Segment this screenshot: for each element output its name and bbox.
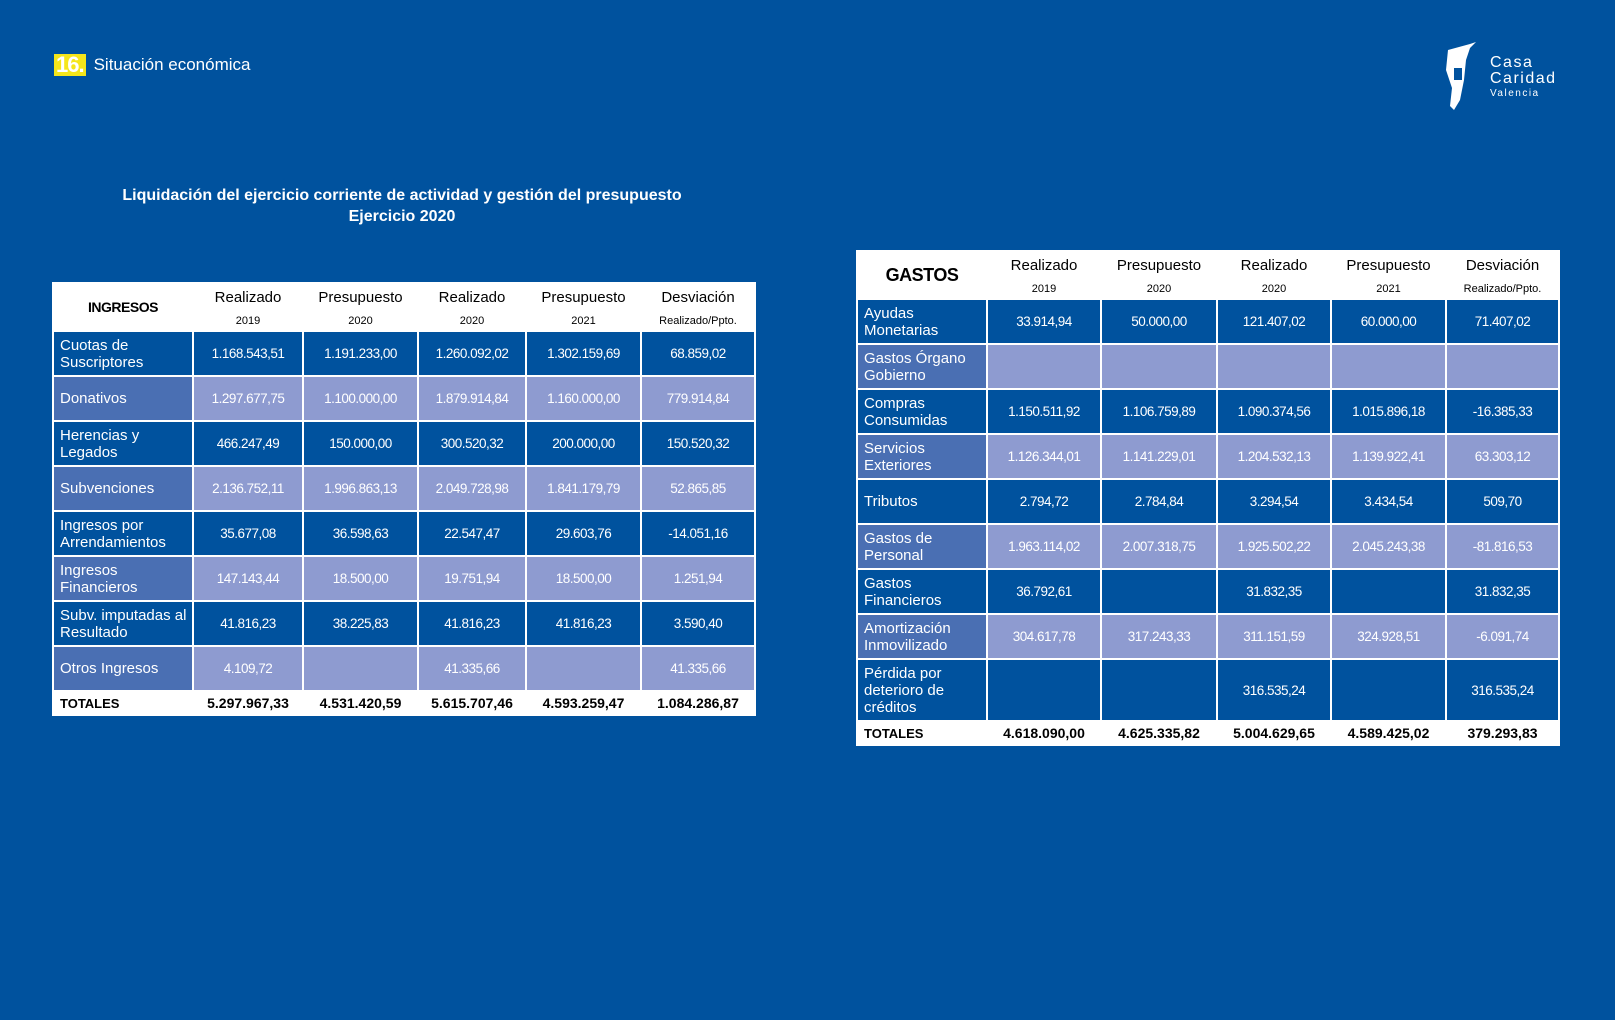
table-cell — [987, 659, 1101, 721]
table-cell — [1446, 344, 1559, 389]
table-cell: 1.925.502,22 — [1217, 524, 1331, 569]
table-cell: 35.677,08 — [193, 511, 303, 556]
column-header: Realizado — [1217, 251, 1331, 279]
table-cell: 36.598,63 — [303, 511, 418, 556]
table-cell: 1.879.914,84 — [418, 376, 526, 421]
totals-row — [53, 691, 755, 715]
total-cell: 379.293,83 — [1446, 721, 1559, 745]
totals-row — [857, 721, 1559, 745]
table-cell: 779.914,84 — [641, 376, 755, 421]
total-cell: 5.004.629,65 — [1217, 721, 1331, 745]
gastos-table — [856, 250, 1560, 746]
table-cell: -6.091,74 — [1446, 614, 1559, 659]
total-cell: 5.297.967,33 — [193, 691, 303, 715]
table-cell: 324.928,51 — [1331, 614, 1446, 659]
table-cell: 29.603,76 — [526, 511, 641, 556]
table-cell: 316.535,24 — [1217, 659, 1331, 721]
table-row — [53, 331, 755, 376]
table-cell: 31.832,35 — [1446, 569, 1559, 614]
column-header: Realizado — [987, 251, 1101, 279]
total-cell: 1.084.286,87 — [641, 691, 755, 715]
table-cell: 1.260.092,02 — [418, 331, 526, 376]
logo-text-line3: Valencia — [1490, 88, 1540, 99]
table-cell: 4.109,72 — [193, 646, 303, 691]
table-cell: 41.816,23 — [418, 601, 526, 646]
ingresos-table — [52, 282, 756, 716]
table-row — [857, 344, 1559, 389]
table-cell: 41.335,66 — [641, 646, 755, 691]
column-subheader: Realizado/Ppto. — [641, 311, 755, 331]
logo-text-line1: Casa — [1490, 54, 1534, 71]
row-label: Tributos — [857, 479, 987, 524]
logo-text-line2: Caridad — [1490, 70, 1557, 87]
table-row — [53, 376, 755, 421]
report-title-line1: Liquidación del ejercicio corriente de actividad y gestión del presupuesto — [122, 187, 682, 204]
header-row — [53, 283, 755, 311]
table-row — [857, 524, 1559, 569]
table-row — [857, 434, 1559, 479]
column-header: Presupuesto — [303, 283, 418, 311]
table-cell: 2.049.728,98 — [418, 466, 526, 511]
table-cell: 200.000,00 — [526, 421, 641, 466]
table-cell: 121.407,02 — [1217, 299, 1331, 344]
table-cell: 2.136.752,11 — [193, 466, 303, 511]
logo-figure-icon — [1440, 40, 1490, 114]
column-header: Realizado — [193, 283, 303, 311]
table-row — [53, 421, 755, 466]
table-cell — [303, 646, 418, 691]
table-cell: 466.247,49 — [193, 421, 303, 466]
table-cell: -16.385,33 — [1446, 389, 1559, 434]
report-title — [52, 185, 752, 227]
page-header — [54, 54, 250, 76]
table-cell: 1.100.000,00 — [303, 376, 418, 421]
row-label: Ayudas Monetarias — [857, 299, 987, 344]
table-name: INGRESOS — [53, 283, 193, 331]
row-label: Donativos — [53, 376, 193, 421]
casa-caridad-logo — [1440, 40, 1557, 114]
table-cell: 18.500,00 — [303, 556, 418, 601]
column-header: Presupuesto — [1331, 251, 1446, 279]
column-subheader: Realizado/Ppto. — [1446, 279, 1559, 299]
table-cell: 1.302.159,69 — [526, 331, 641, 376]
row-label: Amortización Inmovilizado — [857, 614, 987, 659]
table-name: GASTOS — [857, 251, 987, 299]
table-cell: 316.535,24 — [1446, 659, 1559, 721]
column-subheader: 2020 — [418, 311, 526, 331]
row-label: Subv. imputadas al Resultado — [53, 601, 193, 646]
table-cell: 147.143,44 — [193, 556, 303, 601]
table-cell: 1.090.374,56 — [1217, 389, 1331, 434]
section-title: Situación económica — [93, 55, 251, 74]
table-row — [53, 466, 755, 511]
table-cell: 3.434,54 — [1331, 479, 1446, 524]
table-cell — [526, 646, 641, 691]
column-subheader: 2019 — [193, 311, 303, 331]
total-cell: 4.593.259,47 — [526, 691, 641, 715]
table-cell — [1101, 659, 1217, 721]
table-cell: 1.141.229,01 — [1101, 434, 1217, 479]
table-cell: 1.204.532,13 — [1217, 434, 1331, 479]
table-cell — [1101, 569, 1217, 614]
total-cell: 4.625.335,82 — [1101, 721, 1217, 745]
table-row — [857, 659, 1559, 721]
table-cell: 50.000,00 — [1101, 299, 1217, 344]
column-header: Realizado — [418, 283, 526, 311]
table-row — [53, 601, 755, 646]
total-cell: 4.531.420,59 — [303, 691, 418, 715]
table-cell: 52.865,85 — [641, 466, 755, 511]
table-cell: 1.963.114,02 — [987, 524, 1101, 569]
table-cell: 300.520,32 — [418, 421, 526, 466]
table-cell: 509,70 — [1446, 479, 1559, 524]
row-label: Cuotas de Suscriptores — [53, 331, 193, 376]
table-row — [857, 479, 1559, 524]
row-label: Pérdida por deterioro de créditos — [857, 659, 987, 721]
table-cell: 3.590,40 — [641, 601, 755, 646]
total-cell: 4.589.425,02 — [1331, 721, 1446, 745]
table-cell: 18.500,00 — [526, 556, 641, 601]
column-subheader: 2021 — [526, 311, 641, 331]
row-label: Subvenciones — [53, 466, 193, 511]
table-row — [53, 556, 755, 601]
table-cell: 1.251,94 — [641, 556, 755, 601]
table-row — [53, 511, 755, 556]
table-cell: -81.816,53 — [1446, 524, 1559, 569]
table-cell: 150.520,32 — [641, 421, 755, 466]
column-header: Desviación — [641, 283, 755, 311]
row-label: Gastos Órgano Gobierno — [857, 344, 987, 389]
total-cell: 5.615.707,46 — [418, 691, 526, 715]
table-cell: 38.225,83 — [303, 601, 418, 646]
table-cell: 2.784,84 — [1101, 479, 1217, 524]
table-cell: 150.000,00 — [303, 421, 418, 466]
table-cell: 1.160.000,00 — [526, 376, 641, 421]
row-label: Compras Consumidas — [857, 389, 987, 434]
table-cell: 311.151,59 — [1217, 614, 1331, 659]
table-row — [857, 569, 1559, 614]
table-cell: 33.914,94 — [987, 299, 1101, 344]
table-cell: 1.297.677,75 — [193, 376, 303, 421]
table-cell: 41.816,23 — [193, 601, 303, 646]
table-cell: 2.007.318,75 — [1101, 524, 1217, 569]
column-header: Desviación — [1446, 251, 1559, 279]
table-cell: 1.841.179,79 — [526, 466, 641, 511]
table-cell: 22.547,47 — [418, 511, 526, 556]
table-cell: 317.243,33 — [1101, 614, 1217, 659]
table-cell: 2.045.243,38 — [1331, 524, 1446, 569]
row-label: Ingresos por Arrendamientos — [53, 511, 193, 556]
row-label: Ingresos Financieros — [53, 556, 193, 601]
table-cell — [1331, 659, 1446, 721]
totals-label: TOTALES — [53, 691, 193, 715]
table-cell: 1.015.896,18 — [1331, 389, 1446, 434]
column-subheader: 2019 — [987, 279, 1101, 299]
table-cell — [1101, 344, 1217, 389]
column-subheader: 2020 — [1101, 279, 1217, 299]
row-label: Otros Ingresos — [53, 646, 193, 691]
table-row — [857, 389, 1559, 434]
column-header: Presupuesto — [526, 283, 641, 311]
table-cell: 31.832,35 — [1217, 569, 1331, 614]
totals-label: TOTALES — [857, 721, 987, 745]
table-cell: 1.996.863,13 — [303, 466, 418, 511]
table-cell: 71.407,02 — [1446, 299, 1559, 344]
table-cell: 19.751,94 — [418, 556, 526, 601]
table-cell: 41.335,66 — [418, 646, 526, 691]
table-cell — [987, 344, 1101, 389]
table-row — [857, 614, 1559, 659]
table-cell: 60.000,00 — [1331, 299, 1446, 344]
table-cell: 1.126.344,01 — [987, 434, 1101, 479]
table-cell: 3.294,54 — [1217, 479, 1331, 524]
table-cell: 63.303,12 — [1446, 434, 1559, 479]
total-cell: 4.618.090,00 — [987, 721, 1101, 745]
row-label: Gastos de Personal — [857, 524, 987, 569]
table-cell: 304.617,78 — [987, 614, 1101, 659]
table-cell — [1331, 344, 1446, 389]
table-cell: 1.139.922,41 — [1331, 434, 1446, 479]
table-cell: 1.191.233,00 — [303, 331, 418, 376]
row-label: Herencias y Legados — [53, 421, 193, 466]
header-row — [857, 251, 1559, 279]
table-cell: 1.168.543,51 — [193, 331, 303, 376]
table-cell: 1.106.759,89 — [1101, 389, 1217, 434]
table-cell: -14.051,16 — [641, 511, 755, 556]
column-header: Presupuesto — [1101, 251, 1217, 279]
table-cell: 68.859,02 — [641, 331, 755, 376]
column-subheader: 2020 — [303, 311, 418, 331]
table-row — [857, 299, 1559, 344]
page-number: 16. — [56, 52, 84, 77]
table-cell: 41.816,23 — [526, 601, 641, 646]
column-subheader: 2020 — [1217, 279, 1331, 299]
table-row — [53, 646, 755, 691]
table-cell — [1217, 344, 1331, 389]
row-label: Servicios Exteriores — [857, 434, 987, 479]
row-label: Gastos Financieros — [857, 569, 987, 614]
table-cell: 2.794,72 — [987, 479, 1101, 524]
table-cell: 36.792,61 — [987, 569, 1101, 614]
table-cell — [1331, 569, 1446, 614]
report-title-line2: Ejercicio 2020 — [348, 208, 456, 225]
table-cell: 1.150.511,92 — [987, 389, 1101, 434]
column-subheader: 2021 — [1331, 279, 1446, 299]
